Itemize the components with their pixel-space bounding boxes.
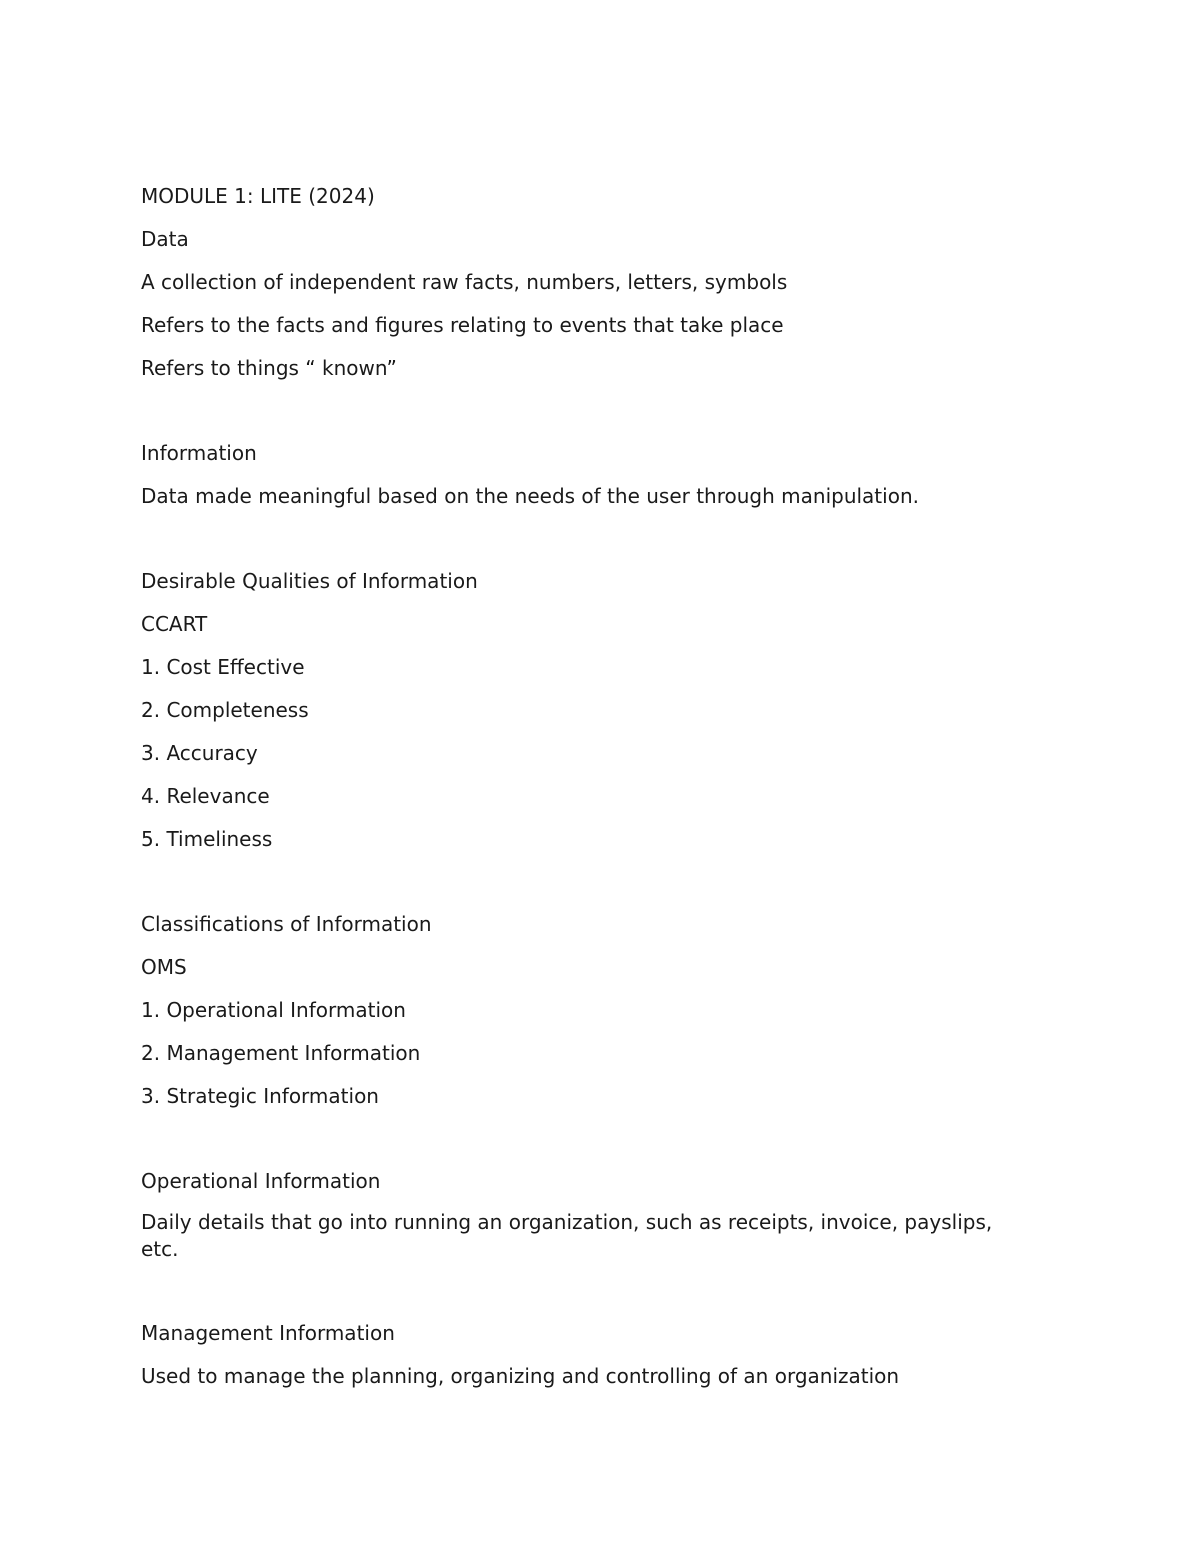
classifications-item-3: 3. Strategic Information [141, 1084, 379, 1108]
document-body [141, 181, 1021, 1391]
data-heading: Data [141, 227, 189, 251]
classifications-item-1: 1. Operational Information [141, 998, 406, 1022]
data-line-1: A collection of independent raw facts, numbers, letters, symbols [141, 270, 788, 294]
information-heading: Information [141, 441, 257, 465]
qualities-item-1: 1. Cost Effective [141, 655, 305, 679]
qualities-item-4: 4. Relevance [141, 784, 270, 808]
operational-heading: Operational Information [141, 1169, 381, 1193]
classifications-heading: Classifications of Information [141, 912, 432, 936]
classifications-acronym: OMS [141, 955, 187, 979]
qualities-item-3: 3. Accuracy [141, 741, 258, 765]
information-definition: Data made meaningful based on the needs of the user through manipulation. [141, 484, 919, 508]
data-line-3: Refers to things “ known” [141, 356, 397, 380]
management-definition: Used to manage the planning, organizing and controlling of an organization [141, 1364, 900, 1388]
operational-definition: Daily details that go into running an organization, such as receipts, invoice, payslips, etc. [141, 1210, 993, 1261]
management-heading: Management Information [141, 1321, 395, 1345]
qualities-item-2: 2. Completeness [141, 698, 309, 722]
classifications-item-2: 2. Management Information [141, 1041, 421, 1065]
qualities-acronym: CCART [141, 612, 208, 636]
document-title: MODULE 1: LITE (2024) [141, 184, 375, 208]
data-line-2: Refers to the facts and figures relating to events that take place [141, 313, 784, 337]
qualities-item-5: 5. Timeliness [141, 827, 273, 851]
qualities-heading: Desirable Qualities of Information [141, 569, 478, 593]
